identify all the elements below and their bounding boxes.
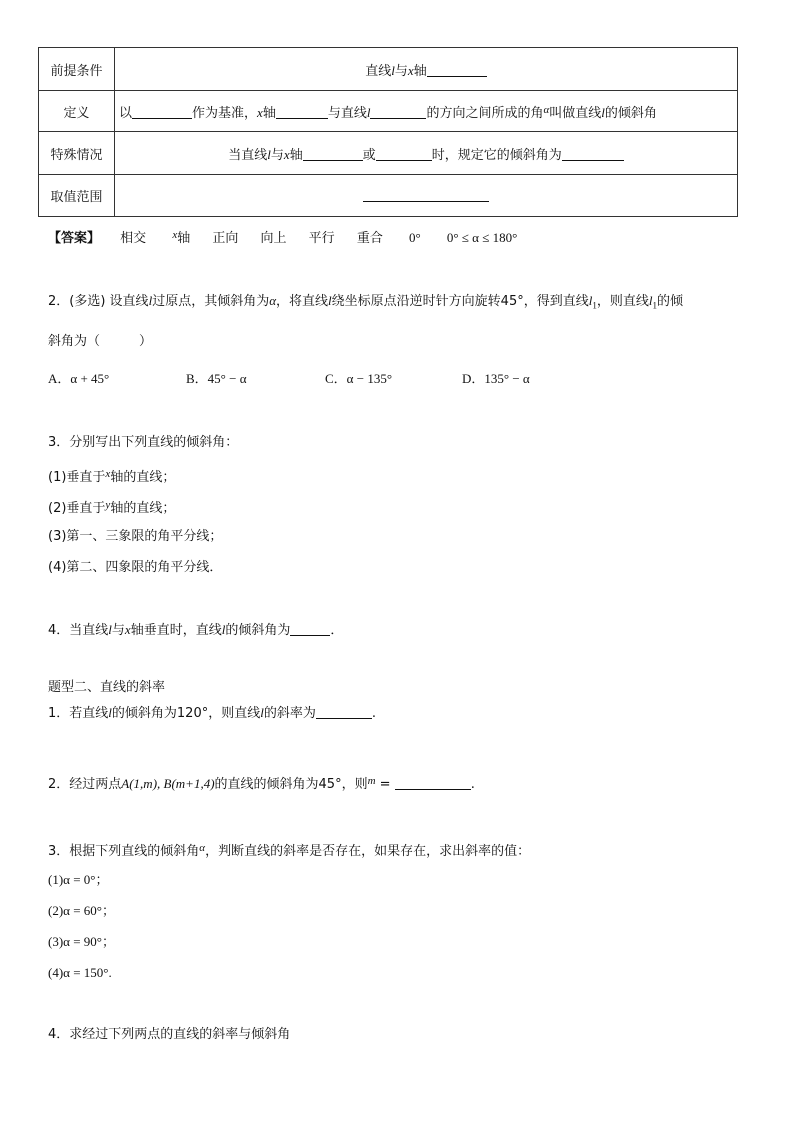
option-d[interactable]: D．135° − α xyxy=(462,371,530,386)
answer-item: 正向 xyxy=(212,231,239,246)
table-row xyxy=(39,91,738,132)
slope-question-3-title: 3．根据下列直线的倾斜角$^\alpha$，判断直线的斜率是否存在，如果存在，求出斜率的值： xyxy=(48,842,531,859)
answer-item: 轴 xyxy=(177,231,191,246)
list-item: (3)α = 90°； xyxy=(48,934,115,949)
answer-item: 相交 xyxy=(120,231,147,246)
option-b[interactable]: B．45° − α xyxy=(186,371,247,386)
list-item: (1)α = 0°； xyxy=(48,872,109,887)
row-label: 取值范围 xyxy=(39,175,115,217)
table-row xyxy=(39,48,738,91)
answer-blank[interactable] xyxy=(562,147,624,161)
answer-blank[interactable] xyxy=(290,622,330,636)
table-row xyxy=(39,132,738,175)
answer-item: x xyxy=(172,229,178,241)
concept-table xyxy=(38,47,738,217)
answer-tag: 【答案】 xyxy=(48,231,101,246)
option-a[interactable]: A．α + 45° xyxy=(48,371,110,386)
answer-blank[interactable] xyxy=(276,105,328,119)
answer-item: 重合 xyxy=(356,231,383,246)
list-item: (4)α = 150°. xyxy=(48,965,112,980)
list-item: (2)垂直于$^y$轴的直线； xyxy=(48,499,176,516)
table-row xyxy=(39,175,738,217)
row-content: 当直线l与x轴 或 时，规定它的倾斜角为 xyxy=(115,132,738,175)
answer-blank[interactable] xyxy=(363,188,489,202)
slope-question-1: 1．若直线l的倾斜角为120°，则直线l的斜率为 . xyxy=(48,705,377,721)
section-title: 题型二、直线的斜率 xyxy=(48,680,166,695)
row-label: 前提条件 xyxy=(39,48,115,91)
answer-blank[interactable] xyxy=(316,705,372,719)
list-item: (1)垂直于$^x$轴的直线； xyxy=(48,468,176,485)
answer-blank[interactable] xyxy=(370,105,426,119)
list-item: (4)第二、四象限的角平分线． xyxy=(48,560,223,575)
answer-item: 向上 xyxy=(260,231,287,246)
question-2-line2: 斜角为（ ） xyxy=(48,334,153,349)
answer-blank[interactable] xyxy=(376,147,432,161)
option-c[interactable]: C．α − 135° xyxy=(325,371,393,386)
row-content xyxy=(115,175,738,217)
answer-item: 0° xyxy=(408,230,421,245)
answer-range: 0° ≤ α ≤ 180° xyxy=(446,230,518,245)
question-3-title: 3．分别写出下列直线的倾斜角： xyxy=(48,435,239,450)
answer-blank[interactable] xyxy=(427,63,487,77)
list-item: (2)α = 60°； xyxy=(48,903,115,918)
slope-question-4: 4．求经过下列两点的直线的斜率与倾斜角 xyxy=(48,1027,291,1042)
row-content: 直线l与x轴 xyxy=(115,48,738,91)
row-content: 以 作为基准，x轴 与直线l 的方向之间所成的角$^\alpha$叫做直线l的倾斜角 xyxy=(115,91,738,132)
question-4: 4．当直线l与x轴垂直时，直线l的倾斜角为 ． xyxy=(48,622,344,638)
list-item: (3)第一、三象限的角平分线； xyxy=(48,529,223,544)
answer-line xyxy=(48,227,517,247)
answer-blank[interactable] xyxy=(303,147,363,161)
answer-blank[interactable] xyxy=(132,105,192,119)
slope-question-2: 2．经过两点A(1,m), B(m+1,4)的直线的倾斜角为45°，则$^m$ = . xyxy=(48,775,475,792)
question-2: 2．(多选) 设直线l过原点，其倾斜角为α，将直线l绕坐标原点沿逆时针方向旋转45°，得到直线$l_1$，则直线$l_1$的倾 xyxy=(48,293,683,311)
row-label: 特殊情况 xyxy=(39,132,115,175)
answer-blank[interactable] xyxy=(395,776,471,790)
answer-item: 平行 xyxy=(308,231,335,246)
row-label: 定义 xyxy=(39,91,115,132)
